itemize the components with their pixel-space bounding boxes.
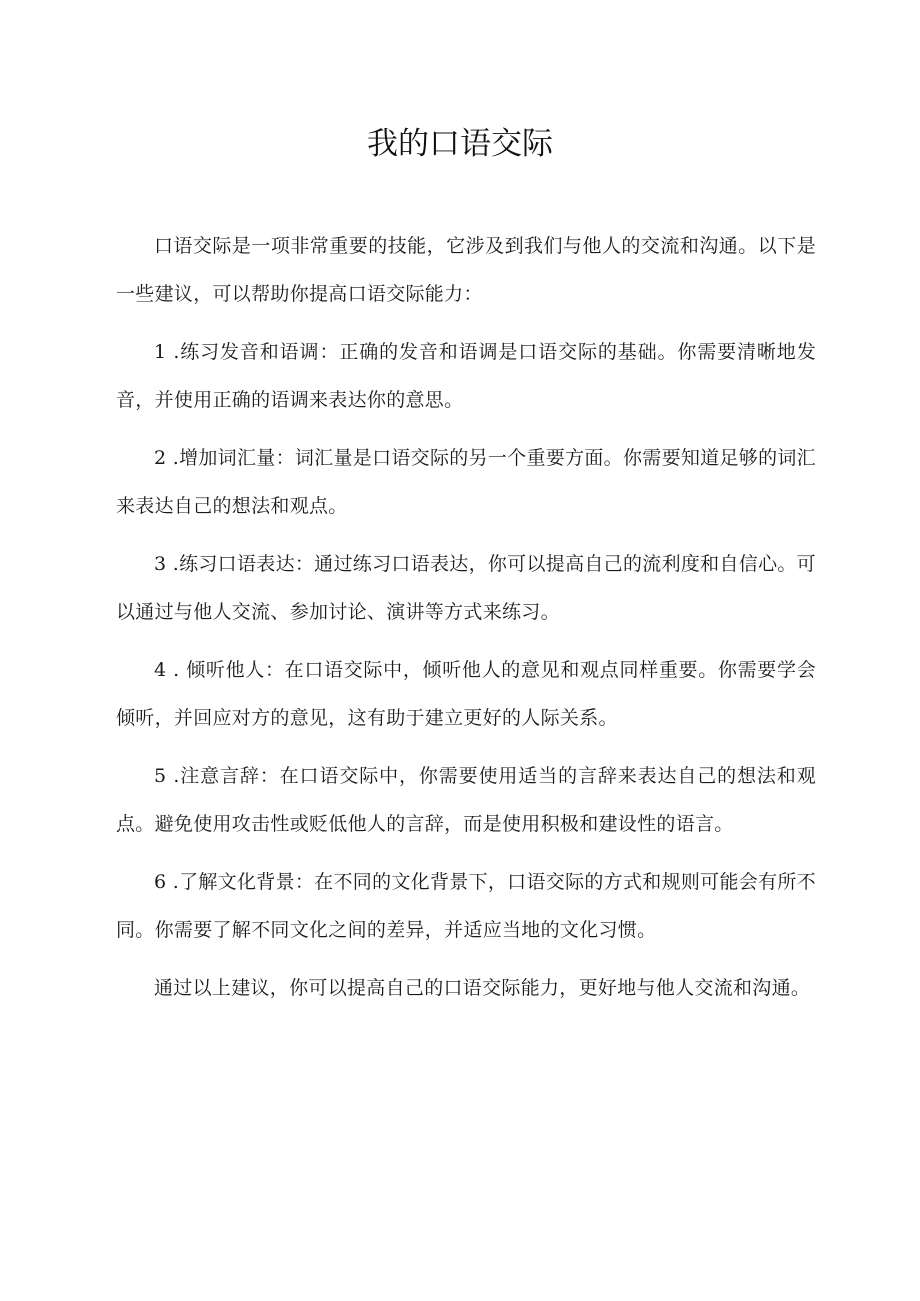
- tip-paragraph-3: 3 .练习口语表达：通过练习口语表达，你可以提高自己的流利度和自信心。可以通过与他人交流、参加讨论、演讲等方式来练习。: [116, 553, 816, 623]
- tip-paragraph-4: 4 . 倾听他人：在口语交际中，倾听他人的意见和观点同样重要。你需要学会倾听，并回应对方的意见，这有助于建立更好的人际关系。: [116, 659, 816, 729]
- tip-paragraph-6: 6 .了解文化背景：在不同的文化背景下，口语交际的方式和规则可能会有所不同。你需要了解不同文化之间的差异，并适应当地的文化习惯。: [116, 871, 816, 941]
- page-title: 我的口语交际: [367, 126, 553, 162]
- tip-paragraph-5: 5 .注意言辞：在口语交际中，你需要使用适当的言辞来表达自己的想法和观点。避免使用攻击性或贬低他人的言辞，而是使用积极和建设性的语言。: [116, 765, 816, 835]
- conclusion-paragraph: 通过以上建议，你可以提高自己的口语交际能力，更好地与他人交流和沟通。: [154, 977, 811, 999]
- document-body: [116, 222, 816, 1022]
- intro-paragraph: 口语交际是一项非常重要的技能，它涉及到我们与他人的交流和沟通。以下是一些建议，可以帮助你提高口语交际能力：: [116, 235, 816, 305]
- tip-paragraph-2: 2 .增加词汇量：词汇量是口语交际的另一个重要方面。你需要知道足够的词汇来表达自己的想法和观点。: [116, 447, 816, 517]
- tip-paragraph-1: 1 .练习发音和语调：正确的发音和语调是口语交际的基础。你需要清晰地发音，并使用正确的语调来表达你的意思。: [116, 341, 816, 411]
